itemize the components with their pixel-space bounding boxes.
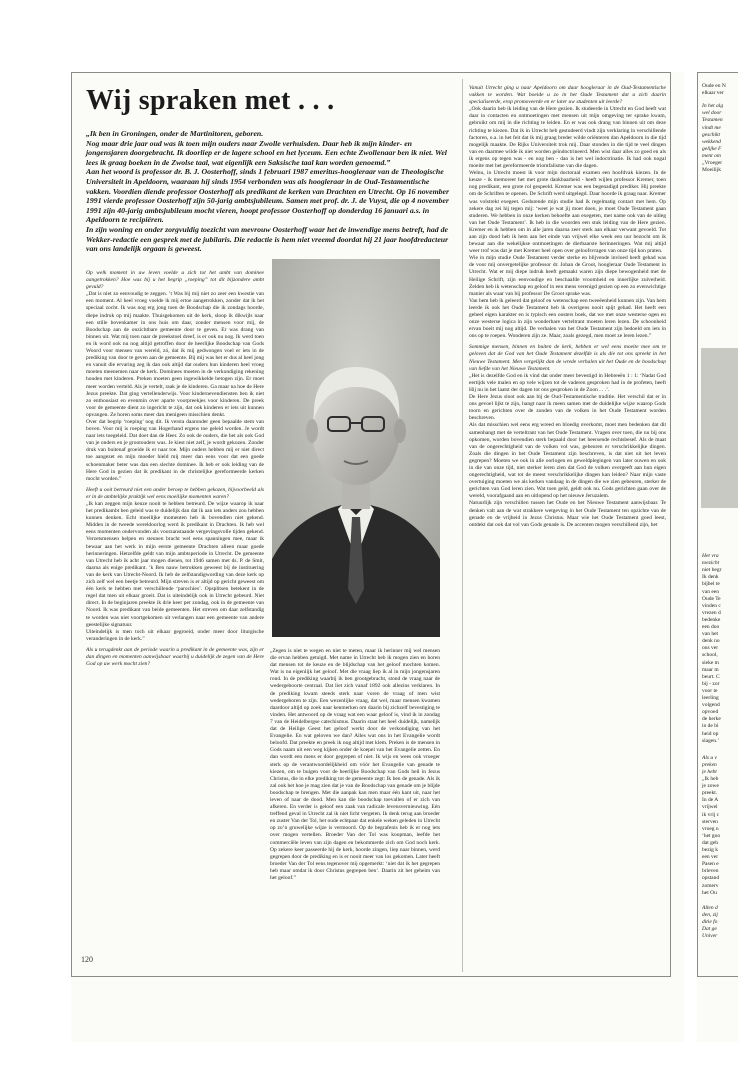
right-page-line: bedenke — [702, 616, 721, 623]
right-page-line: de herke — [702, 716, 721, 723]
right-page-line: wekkend — [702, 138, 721, 145]
right-page-line: ment om — [702, 152, 721, 159]
right-page-line: volgend — [702, 702, 720, 709]
right-page-line: van het — [702, 631, 719, 638]
question-paragraph: Vanuit Utrecht ging u naar Apeldoorn om daar hoogleraar in de Oud-Testamentische vakken te worden. Wat boeide u zo in het Oude Testament dat u zich daarin specialiseerde, erop promoveerde en er later uw studenten uit leerde? — [469, 85, 666, 106]
right-page-line: elkaar ver — [702, 90, 724, 97]
right-page-line: leerling — [702, 695, 719, 701]
right-page-partial — [697, 72, 738, 1042]
right-page-line: opvoed — [702, 709, 719, 716]
text-column-1 — [86, 266, 264, 976]
right-page-line: Het vra — [702, 553, 719, 559]
right-page-line: Dat ge — [702, 926, 717, 932]
right-page-line: sieke m — [702, 659, 719, 666]
right-page-line: denk no — [702, 638, 720, 645]
right-page-line: een ver — [702, 854, 719, 861]
right-page-line: ‘het goo — [702, 832, 721, 839]
right-page-line: bezig k — [702, 847, 719, 853]
right-page-line: Ik denk — [702, 574, 719, 581]
right-page-line: slagen.’ — [702, 737, 720, 744]
right-page-frame — [697, 72, 738, 977]
right-page-line: zomerv — [702, 882, 719, 889]
answer-paragraph: Van hem heb ik geleerd dat geloof en wetenschap een tweeëenheid kunnen zijn. Van hem leerde ik ook het Oude Testament heb ik overigens nooit spijt gehad. Het heeft een geheel eigen karakter en is typisch een oosters boek, dat we met onze westerse ogen en onze westerse logica in zijn wonderbare verteltrant moeten leren lezen. De schoonheid ervan boeit mij nog altijd. De verhalen van het Oude Testament zijn bedoeld om iets in ons op te roepen. Wonderen zijn ze. Maar, zoals gezegd, men moet ze leren lezen.” — [469, 297, 666, 340]
answer-paragraph: „Dat is niet zo eenvoudig te zeggen. ’t Was bij mij niet zo zeer een kwestie van een moment. Al heel vroeg voelde ik mij ertoe aangetrokken, zonder dat ik het speciaal zocht. Ik was nog erg jong toen de Boodschap die ik zondags hoorde, diepe indruk op mij maakte. Thuisgekomen uit de kerk, sloop ik dikwijls naar een stille bovenkamer in ons huis om daar, zonder mensen voor mij, de Boodschap aan de onzichtbare gemeente door te geven. Er was drang van binnen uit. Wat mij toen naar de preekstoel dreef, is er ook nu nog. Ik werd toen en ik word ook nu nog altijd getroffen door de heerlijke Boodschap van Gods Woord voor mensen van wereld, zó, dat ik mij gedwongen voel er iets in de prediking van door te geven aan de gemeente. Bij mij was het er dus al heel jong en vanuit die ervaring zeg ik dan ook altijd dat ouders hun kinderen heel vroeg moeten meenemen naar de kerk. Dominees moeten in de verkondiging rekening houden met kinderen. Preken moeten geen ingewikkelde betogen zijn. Er moet meer worden verteld. Als je vertelt, raak je de kinderen. Ga maar na hoe de Here Jezus preekte. Dat ging vertellenderwijs. Voor kindernevendiensten ben ik niet zo enthousiast en evenmin over aparte voorpreekjes voor kinderen. De preek voor de gemeente dient zo ingericht te zijn, dat ook kinderen er iets uit kunnen opvangen. Ze horen soms meer dan menigeen misschien denkt. — [86, 291, 264, 418]
right-page-line: sterven — [702, 818, 718, 825]
right-page-line: Univer — [702, 933, 718, 940]
right-page-line: gelijke F — [702, 145, 722, 152]
right-page-line: een doo — [702, 624, 720, 630]
intro-paragraph: Nog maar drie jaar oud was ik toen mijn ouders naar Zwolle verhuisden. Daar heb ik mijn kinder- en jongensjaren doorgebracht. Ik doorliep er de lagere school en het lyceum. Een echte Zwollenaar ben ik niet. Wel lees ik graag boeken in de Zwolse taal, wat eigenlijk een Saksische taal kan worden genoemd.” — [86, 138, 447, 167]
answer-paragraph: De Here Jezus sloot ook aan bij de Oud-Testamentische traditie. Het verschil dat er in ons gevoel lijkt te zijn, hangt naar ik meen samen met de duidelijke wijze waarop Gods toorn en gerichten over de zonden van de volken in het Oude Testament worden beschreven. — [469, 394, 666, 422]
right-page-line: ons ver — [702, 645, 719, 652]
question-paragraph: Op welk moment in uw leven voelde u zich tot het ambt van dominee aangetrokken? Hoe was bij u het begrip „roeping” tot dit bijzondere ambt gevuld? — [86, 270, 264, 291]
right-page-photo — [701, 348, 738, 508]
right-page-line: in de bi — [702, 723, 719, 730]
text-column-2 — [270, 648, 440, 975]
right-page-line: voor te — [702, 687, 718, 694]
right-page-line: het Ou — [702, 889, 717, 896]
right-page-line: „Ik heb — [702, 776, 719, 782]
right-page-line: In de A — [702, 797, 719, 804]
text-column-3 — [469, 81, 666, 975]
right-page-line: dat geh — [702, 839, 719, 846]
portrait-illustration — [272, 259, 440, 637]
right-page-line: vroeg n — [702, 825, 719, 832]
right-page-line: „Vroeger — [702, 160, 723, 166]
right-page-line: school, — [702, 652, 718, 659]
intro-paragraph: In zijn woning en onder zorgvuldig toezicht van mevrouw Oosterhoff waar het de inwendige mens betreft, had de Wekker-redactie een gesprek met de jubilaris. Die redactie is hem niet vreemd doordat hij 21 jaar hoofdredacteur van ons landelijk orgaan is geweest. — [86, 224, 449, 254]
right-page-line: preken — [702, 761, 717, 768]
right-page-line: Oude Te — [702, 595, 721, 602]
right-page-line: bij - zor — [702, 680, 720, 687]
right-page-line: den, zij — [702, 911, 718, 918]
intro-paragraph: Aan het woord is professor dr. B. J. Oosterhoff, sinds 1 februari 1987 emeritus-hoogleraar van de Theologische Universiteit in Apeldoorn, waaraan hij sinds 1954 verbonden was als hoogleraar in de Oud-Testamentische vakken. Voordien diende professor Oosterhoff als predikant de kerken van Drachten en Utrecht. Op 16 november 1991 vierde professor Oosterhoff zijn 50-jarig ambtsjubileum. Samen met prof. dr. J. de Vuyst, die op 4 november 1991 zijn 40-jarig ambtsjubileum mocht vieren, hoopt professor Oosterhoff op donderdag 16 januari a.s. in Apeldoorn te recipiëren. — [86, 167, 450, 225]
right-page-line: In het alg — [702, 103, 724, 110]
right-page-line: ditie fo — [702, 918, 718, 925]
question-paragraph: Als u terugdenkt aan de periode waarin u predikant in de gemeente was, zijn er dan dingen en momenten aanwijsbaar waarbij u duidelijk de zegen van de Here God op uw werk mocht zien? — [86, 646, 264, 668]
right-page-line: beurt. C — [702, 673, 720, 680]
right-page-line: Als u v — [702, 754, 717, 761]
right-page-line: wel door — [702, 110, 722, 117]
answer-paragraph: Uiteindelijk is men toch uit elkaar gegroeid, onder meer door liturgische veranderingen in de kerk.” — [86, 628, 264, 642]
right-page-line: vrezen d — [702, 609, 721, 616]
answer-paragraph: Over dat begrip ‘roeping’ nog dit. Ik versta daaronder geen bepaalde stem van boven. Voor mij is roeping van Hogerhand ergens toe geleid worden. Je wordt naar iets toegeleid. Dat doet dan de Heer. Zo ook de ouders, die het als ook God van je onders en je grootouders was. Je kiest niet zelf, je wordt gekozen. Zonder druk van buitenaf groeide ik er naar toe. Mijn ouders hebben mij er niet direct toe aangezet en mijn moeder hield mij meer dan eens voor dat een goede schoenmaker beter was dan een slechte dominee. Ik heb er ook leiding van de Here God in gezien dat ik predikant in de christelijke gereformeerde kerken mocht worden.” — [86, 418, 264, 482]
right-page-line: preekt. — [702, 790, 718, 797]
right-page-line: Allen d — [702, 904, 718, 911]
right-page-line: heid op — [702, 730, 719, 737]
question-paragraph: Sommige mensen, binnen en buiten de kerk, hebben er wel eens moeite mee om te geloven dat de God van het Oude Testament dezelfde is als die tot ons spreekt in het Nieuwe Testament. Men vergelijkt dan de wrede verhalen uit het Oude en de boodschap van liefde van het Nieuwe Testament. — [469, 344, 666, 372]
page-frame — [71, 72, 671, 977]
answer-paragraph: „Ik kan zeggen mijn keuze nooit te hebben betreurd. De wijze waarop ik naar het predikambt ben geleid was te duidelijk dan dat ik aan iets anders zou hebben kunnen denken. Echt moeilijke momenten heb ik bovendien niet gekend. Midden in de tweede wereldoorlog werd ik predikant in Drachten. Ik heb wel eens momenten ondervonden als voorzanstaande vergevingsvolle tijden gekend. Verzetsmensen helpen en steunen bracht wel eens spanningen mee, maar ik bewaar aan het werk in mijn eerste gemeente Drachten alleen maar goede herinneringen. Hetzelfde geldt van mijn ambtsperiode in Utrecht. De gemeente van Utrecht heb ik acht jaar mogen dienen, tot 1946 samen met ds. P. de Smit, daarna als enige predikant. ’k Ben nauw betrokken geweest bij de instituering van de kerk van Utrecht-Noord. Ik heb de zelfstandigwording van deze kerk op zich zelf wel een beetje betreurd. Mijn streven is er altijd op gericht geweest om één kerk te hebben met verschillende ‘parochies’. Opsplitsen betekent in de regel dat men uit elkaar groeit. Dat is uiteindelijk ook in Utrecht gebeurd. Niet direct. In de beginjaren preekte ik drie keer per zondag, ook in de gemeente van Noord. Ik was predikant van beide gemeenten. Het streven om daar zelfstandig te worden was niet voortgekomen uit verlangen naar een gemeente van andere geestelijke signatuur. — [86, 501, 264, 628]
right-page-line: geschikt — [702, 131, 721, 138]
right-page-line: je hebt — [702, 768, 717, 775]
right-page-line: van een — [702, 588, 719, 595]
right-page-line: vindt me — [702, 124, 721, 131]
right-page-line: maar m — [702, 666, 719, 673]
column-divider — [462, 79, 463, 972]
right-page-line: toezicht — [702, 560, 720, 567]
right-page-line: je zowe — [702, 783, 719, 790]
intro-paragraph: „Ik ben in Groningen, onder de Martinitoren, geboren. — [86, 129, 264, 138]
right-page-line: brieven — [702, 868, 719, 875]
answer-paragraph: Natuurlijk zijn verschillen tussen het Oude en het Nieuwe Testament aanwijsbaar. Te denken valt aan de wat strakkere wetgeving in het Oude Testament ten opzichte van de genade en de vrijheid in Jezus Christus. Maar wie het Oude Testament goed leest, ontdekt dat ook dat vol van Gods genade is. De accenten mogen verschillend zijn, het — [469, 500, 666, 528]
right-page-line: niet begr — [702, 567, 722, 574]
right-page-line: ik vrij c — [702, 811, 720, 818]
right-page-line: opstand — [702, 875, 720, 882]
headline: Wij spraken met . . . — [86, 85, 335, 116]
answer-paragraph: „Zegen is niet te wegen en niet te meten, maar ik herinner mij wel mensen die ervan hebben getuigd. Met name in Utrecht heb ik mogen zien en horen dat mensen tot de keuze en de blijdschap van het geloof mochten komen. Wat is nu eigenlijk het geloof. Met die vraag liep ik al in mijn jongensjaren rond. In de prediking waarbij ik ben grootgebracht, stond de vraag naar de wedergeboorte centraal. Dat liet zich vanaf 1892 ook allezins verklaren. In de prediking kwam steeds sterk naar voren de vraag of men wist wedergeboren te zijn. Een wezenlijke vraag, dat wel, maar mensen kwamen daardoor altijd op zoek naar kenmerken om daarin bij zichzelf bevestiging te vinden. Het antwoord op de vraag wat een waar geloof is, vind ik in zondag 7 van de Heidelbergse catechismus. Daarin staat het heel duidelijk, namelijk dat de Heilige Geest het geloof werkt door de verkondiging van het Evangelie. En wat geloven we dan? Alles wat ons in het Evangelie wordt beloofd. Dat preekte en preek ik nog altijd met klem. Preken is de mensen in Gods naam uit een weg kijken onder de koepel van het Evangelie zetten. En dan wordt een mens er door gegrepen of niet. Ik wijs en wees ook vroeger sterk op de verantwoordelijkheid om vóór het Evangelie van genade te kiezen, om te buigen voor de heerlijke Boodschap van Gods heil in Jezus Christus, die in elke prediking tot de gemeente zegt: Ik ben de genade. Als ik zal ook het hoe je mag zien dat je van de Boodschap van genade om je blijde boodschap te brengen. Met die aanpak kan men maar één kant uit, naar het leven of naar de dood. Men kan die boodschap toevallen of er zich van afkeren. En verder is geloof een zaak van radicale levensvernieuwing. Eén treffend geval in Utrecht zal ik niet licht vergeten. Ik denk terug aan broeder en zuster Van der Tol, het oude echtpaar dat enkele weken geleden in Utrecht op zo’n gruwelijke wijze is vermoord. Op de begrafenis heb ik er nog iets over mogen vertellen. Broeder Van der Tol was koopman, leefde het commerciële leven van zijn dagen en bekommerde zich om God noch kerk. Op zekere keer passeerde hij de kerk, hoorde zingen, liep naar binnen, werd gegrepen door de prediking en is er nooit meer van los gekomen. Later heeft broeder Van der Tol eens tegenover mij opgemerkt: ‘niet dat ik het gegrepen heb maar omdat ik door Christus gegrepen ben’. Daarin zit het geheim van het geloof.” — [270, 648, 440, 881]
right-page-line: vinden c — [702, 602, 721, 609]
page-number: 120 — [81, 955, 93, 964]
right-page-line: Oude en N — [702, 83, 726, 89]
right-page-line: vrijwel — [702, 804, 718, 811]
answer-paragraph: Welnu, in Utrecht moest ik voor mijn doctoraal examen een hoofdvak kiezen. In de keuze - ik memoreer het met grote dankbaarheid - heeft wijlen professor Kremer, toen nog predikant, een grote rol gespeeld. Kremer was een begenadigd prediker. Hij preekte om de Schriften te openen. De Schrift werd uitgelegd. Daar hoorde ik graag naar. Kremer was volstrekt exegeet. Gedurende mijn studie had ik regelmatig contact met hem. Op zekere dag zei hij tegen mij: ‘weet je wat jij moet doen, je moet Oude Testament gaan studeren. We hebben in onze kerken behoefte aan exegeten, met name ook van de uitleg van het Oude Testament’. Ik heb in die woorden een stuk leiding van de Here gezien. Kremer en ik hebben om in alle jaren daarna zeer sterk aan elkaar verwant gevoeld. Tot aan zijn dood heb ik hem aan het einde van vrijwel elke week een uur bezocht om ik bewaar aan die wekelijkse ontmoetingen de dierbaarste herinneringen. Wat mij altijd weer trof was dat je met Kremer heel open over geloofsvragen van onze tijd kon praten. — [469, 170, 666, 255]
left-page — [71, 72, 684, 1042]
answer-paragraph: Wie in mijn studie Oude Testament verder sterke en blijvende invloed heeft gehad was de voor mij onvergetelijke professor dr. Johan de Groot, hoogleraar Oude Testament in Utrecht. Wat er mij diepe indruk heeft gemaakt waren zijn diepe bewogenheid met de Heilige Schrift, zijn eenvoudige en beschaafde vroomheid en innerlijke zuiverheid. Zelden heb ik wetenschap en geloof in een mens verenigd gezien op een zo evenwichtige manier als waar van bij professor De Groot sprake was. — [469, 255, 666, 297]
answer-paragraph: „Het is dezelfde God en ik vind dat onder meer bevestigd in Hebreeën 1 : 1: ‘Nadat God eertijds vele malen en op vele wijzen tot de vaderen gesproken had in de profeten, heeft Hij nu in het laatst der dagen tot ons gesproken in de Zoon . . .’. — [469, 372, 666, 393]
right-page-line: bijbel te — [702, 581, 720, 588]
intro-block — [86, 129, 454, 254]
question-paragraph: Heeft u ooit betreurd niet een ander beroep te hebben gekozen, bijvoorbeeld als er in de ambtelijke praktijk wel eens moeilijke momenten waren? — [86, 486, 264, 500]
right-page-line: Pasen e — [702, 861, 719, 868]
answer-paragraph: Als dat misschien wel eens erg wreed en bloedig overkomt, moet men bedenken dat dit samenhangt met de verteltrant van het Oude Testament. Vragen over toen, die nu bij ons opkomen, worden bovendien sterk bepaald door het heersende rechtsbesef. Als de maat van de ongerechtigheid van de volken vol was, gebeuren er verschrikkelijke dingen. Zoals die dingen in het Oude Testament zijn beschreven, is dat niet uit het leven gegrepen? Moeten we ook in alle oorlogen en geweldplegingen van later ouwen en ook in die van onze tijd, niet sterker leren zien dat God de volken overgeeft aan hun eigen ongerechtigheid, wat tot de meest verschrikkelijke dingen kan leiden? Naar mijn vaste overtuiging moeten we als kerken vandaag in de dingen die we zien gebeuren, sterker de gerichten van God leren zien. Wat toen geld, geldt ook nu. Gods gerichten gaan over de wereld, voorafgaand aan en uitlopend op het nieuwe Jeruzalem. — [469, 422, 666, 500]
portrait-photo — [272, 259, 440, 637]
right-page-line: Moeilijk — [702, 167, 721, 174]
right-page-line: Testamen — [702, 117, 723, 124]
answer-paragraph: „Ook daarin heb ik leiding van de Here gezien. Ik studeerde in Utrecht en God heeft wat daar in contacten en ontmoetingen met mensen uit mijn omgeving ter sprake kwam, gebruikt om mij in die richting te leiden. En er was ook drang van binnen uit om deze richting te kiezen. Dat ik in Utrecht heb gestudeerd vindt zijn verklaring in verschillende factoren, o.a. in het feit dat ik mij graag breder wilde oriënteren dan Apeldoorn in die tijd mogelijk maakte. De Rijks Universiteit trok mij. Daar stonden in die tijd te veel dingen van en daarmee wilde ik niet worden geïndoctrineerd. Men wist daar alles zo goed en als ik ergens op tegen was - en nog ben - dan is het wel indoctrinatie. Ik had ook nogal moeite met het gereformeerde triomfalisme van die dagen. — [469, 106, 666, 170]
